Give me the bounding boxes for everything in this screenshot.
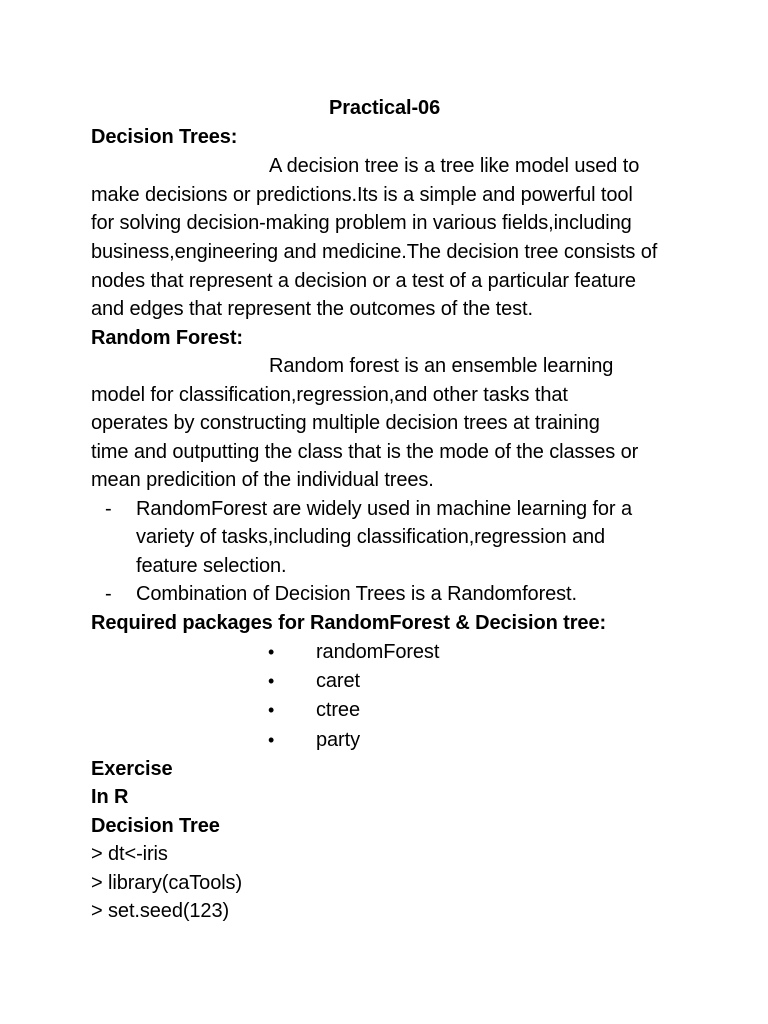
code-line: > set.seed(123) [91, 900, 230, 922]
package-item: ctree [316, 699, 360, 721]
bullet-marker: • [268, 730, 275, 750]
random-forest-heading: Random Forest: [91, 327, 243, 349]
packages-heading: Required packages for RandomForest & Decision tree: [91, 612, 607, 634]
bullet-marker: • [268, 671, 275, 691]
dt-paragraph-line: and edges that represent the outcomes of the test. [91, 298, 533, 320]
exercise-heading: Exercise [91, 758, 173, 780]
code-line: > library(caTools) [91, 872, 243, 894]
rf-paragraph-line: time and outputting the class that is the mode of the classes or [91, 441, 639, 463]
dt-paragraph-line: nodes that represent a decision or a test of a particular feature [91, 270, 636, 292]
dash-marker: - [105, 498, 112, 520]
page-title: Practical-06 [329, 97, 441, 119]
package-item: caret [316, 670, 360, 692]
rf-point-line: variety of tasks,including classification,regression and [136, 526, 606, 548]
rf-paragraph-line: model for classification,regression,and other tasks that [91, 384, 568, 406]
dt-paragraph-line: for solving decision-making problem in various fields,including [91, 212, 632, 234]
dt-paragraph-line: make decisions or predictions.Its is a simple and powerful tool [91, 184, 633, 206]
rf-paragraph-line: Random forest is an ensemble learning [269, 355, 614, 377]
bullet-marker: • [268, 642, 275, 662]
language-heading: In R [91, 786, 129, 808]
rf-point-line: Combination of Decision Trees is a Randomforest. [136, 583, 577, 605]
package-item: party [316, 729, 360, 751]
rf-point-line: RandomForest are widely used in machine learning for a [136, 498, 632, 520]
rf-point-line: feature selection. [136, 555, 287, 577]
rf-paragraph-line: mean predicition of the individual trees. [91, 469, 434, 491]
bullet-marker: • [268, 700, 275, 720]
package-item: randomForest [316, 641, 440, 663]
dash-marker: - [105, 583, 112, 605]
code-line: > dt<-iris [91, 843, 168, 865]
dt-paragraph-line: business,engineering and medicine.The decision tree consists of [91, 241, 658, 263]
decision-tree-code-heading: Decision Tree [91, 815, 220, 837]
rf-paragraph-line: operates by constructing multiple decision trees at training [91, 412, 600, 434]
dt-paragraph-line: A decision tree is a tree like model used to [269, 155, 640, 177]
decision-trees-heading: Decision Trees: [91, 126, 238, 148]
